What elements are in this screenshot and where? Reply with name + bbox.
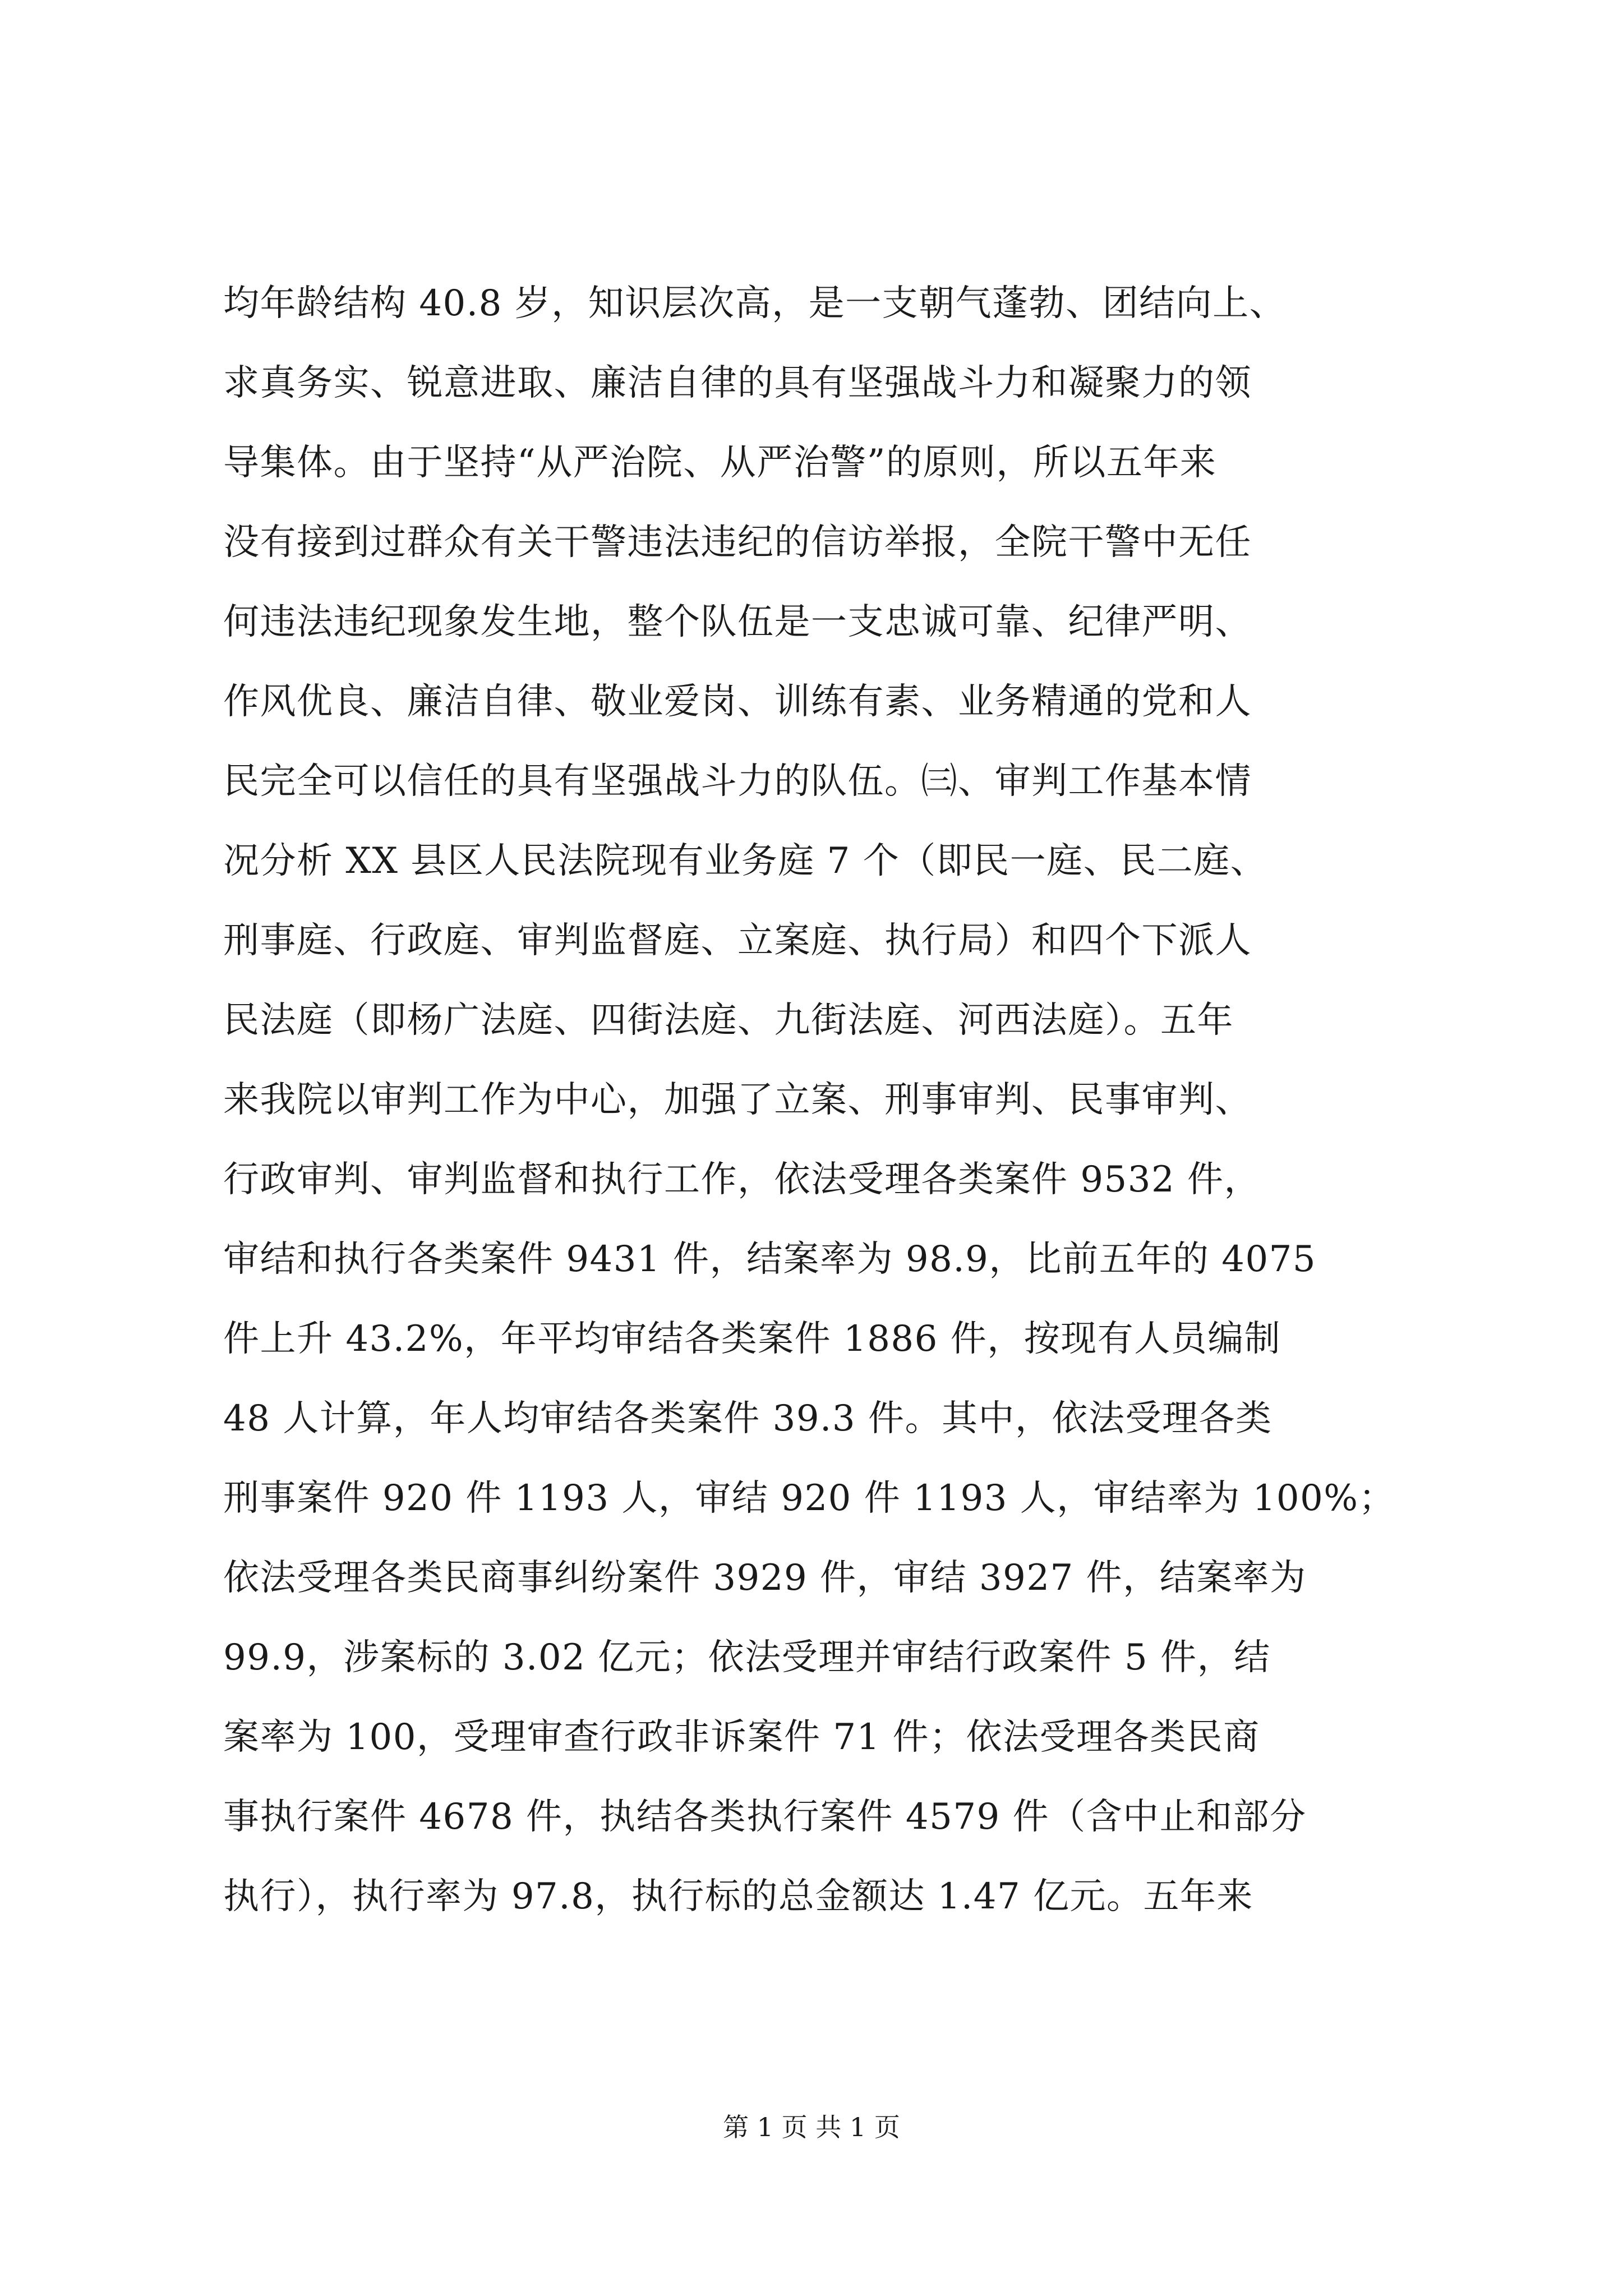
text-line: 依法受理各类民商事纠纷案件 3929 件，审结 3927 件，结案率为 (223, 1557, 1307, 1599)
text-line: 求真务实、锐意进取、廉洁自律的具有坚强战斗力和凝聚力的领 (223, 362, 1252, 404)
text-line: 作风优良、廉洁自律、敬业爱岗、训练有素、业务精通的党和人 (223, 681, 1252, 723)
text-line: 况分析 XX 县区人民法院现有业务庭 7 个（即民一庭、民二庭、 (223, 840, 1267, 882)
text-line: 行政审判、审判监督和执行工作，依法受理各类案件 9532 件， (223, 1159, 1261, 1200)
text-line: 没有接到过群众有关干警违法违纪的信访举报，全院干警中无任 (223, 522, 1252, 563)
text-line: 均年龄结构 40.8 岁，知识层次高，是一支朝气蓬勃、团结向上、 (223, 283, 1287, 324)
text-line: 民完全可以信任的具有坚强战斗力的队伍。㈢、审判工作基本情 (223, 761, 1252, 802)
text-line: 何违法违纪现象发生地，整个队伍是一支忠诚可靠、纪律严明、 (223, 601, 1252, 643)
text-line: 件上升 43.2%，年平均审结各类案件 1886 件，按现有人员编制 (223, 1318, 1281, 1360)
text-line: 案率为 100，受理审查行政非诉案件 71 件；依法受理各类民商 (223, 1717, 1260, 1758)
text-line: 导集体。由于坚持“从严治院、从严治警”的原则，所以五年来 (223, 442, 1217, 484)
text-line: 99.9，涉案标的 3.02 亿元；依法受理并审结行政案件 5 件，结 (223, 1637, 1271, 1678)
text-line: 民法庭（即杨广法庭、四街法庭、九街法庭、河西法庭）。五年 (223, 1000, 1234, 1041)
text-line: 刑事庭、行政庭、审判监督庭、立案庭、执行局）和四个下派人 (223, 920, 1252, 961)
text-line: 48 人计算，年人均审结各类案件 39.3 件。其中，依法受理各类 (223, 1398, 1272, 1439)
text-line: 来我院以审判工作为中心，加强了立案、刑事审判、民事审判、 (223, 1079, 1252, 1121)
text-line: 事执行案件 4678 件，执结各类执行案件 4579 件（含中止和部分 (223, 1796, 1307, 1838)
page-number-footer: 第 1 页 共 1 页 (723, 2112, 900, 2142)
text-line: 刑事案件 920 件 1193 人，审结 920 件 1193 人，审结率为 100%； (223, 1478, 1396, 1519)
text-line: 审结和执行各类案件 9431 件，结案率为 98.9，比前五年的 4075 (223, 1239, 1317, 1280)
body-text (223, 264, 1423, 1936)
text-line: 执行），执行率为 97.8，执行标的总金额达 1.47 亿元。五年来 (223, 1876, 1254, 1917)
